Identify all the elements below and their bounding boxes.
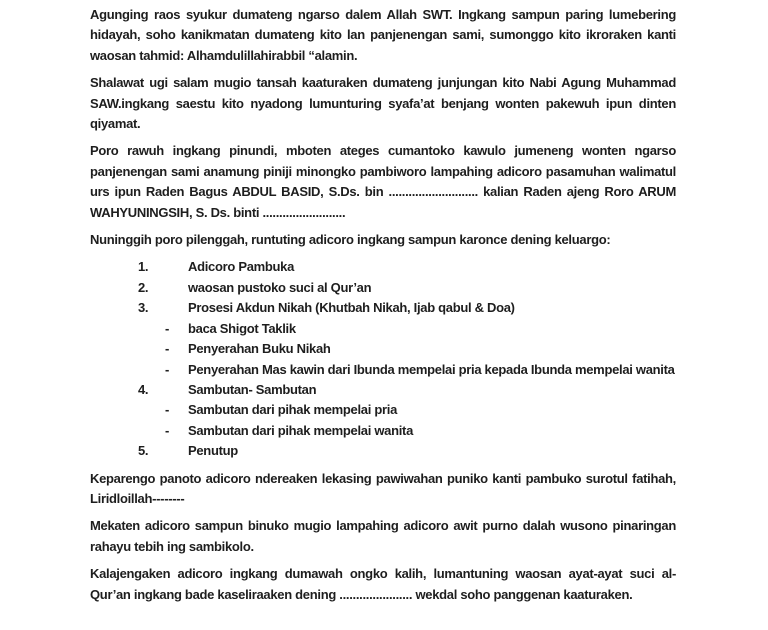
paragraph-opening-tahmid: Agunging raos syukur dumateng ngarso dalem Allah SWT. Ingkang sampun paring lumebering hidayah, soho kanikmatan dumateng kito lan panjenengan sami, sumonggo kito ikroraken kanti waosan tahmid: Alhamdulillahirabbil “alamin. — [90, 7, 676, 63]
agenda-item-number: 1. — [138, 259, 149, 275]
paragraph-shalawat: Shalawat ugi salam mugio tansah kaaturaken dumateng junjungan kito Nabi Agung Muhammad SAW.ingkang saestu kito nyadong lumunturing syafa’at benjang wonten pakewuh ipun dinten qiyamat. — [90, 75, 676, 132]
agenda-dash-marker: - — [165, 422, 170, 438]
agenda-item-number: 2. — [138, 279, 149, 295]
agenda-item-text: Prosesi Akdun Nikah (Khutbah Nikah, Ijab qabul & Doa) — [188, 300, 515, 316]
agenda-subitem-mas-kawin — [90, 360, 676, 380]
agenda-subitem-sambutan-wanita — [90, 421, 676, 441]
agenda-dash-marker: - — [165, 320, 170, 336]
agenda-item-text: Penutup — [188, 443, 238, 459]
agenda-item-number: 3. — [138, 300, 149, 316]
paragraph-agenda-intro: Nuninggih poro pilenggah, runtuting adicoro ingkang sampun karonce dening keluargo: — [90, 232, 611, 248]
agenda-item-1 — [90, 257, 676, 277]
paragraph-fatihah-opening: Keparengo panoto adicoro ndereaken lekasing pawiwahan puniko kanti pambuko surotul fatihah, Liridloillah-------- — [90, 470, 676, 506]
agenda-item-5 — [90, 441, 676, 461]
agenda-subitem-sambutan-pria — [90, 400, 676, 420]
agenda-list — [90, 257, 676, 461]
agenda-item-text: baca Shigot Taklik — [188, 320, 296, 336]
agenda-subitem-shigot-taklik — [90, 319, 676, 339]
agenda-item-4 — [90, 380, 676, 400]
agenda-item-text: Sambutan dari pihak mempelai pria — [188, 402, 397, 418]
agenda-item-text: Adicoro Pambuka — [188, 259, 295, 275]
agenda-subitem-buku-nikah — [90, 339, 676, 359]
agenda-item-number: 5. — [138, 443, 149, 459]
agenda-item-3 — [90, 298, 676, 318]
paragraph-mekaten-closing: Mekaten adicoro sampun binuko mugio lampahing adicoro awit purno dalah wusono pinaringan rahayu tebih ing sambikolo. — [90, 518, 676, 554]
agenda-dash-marker: - — [165, 361, 170, 377]
agenda-item-text: Sambutan- Sambutan — [188, 381, 317, 397]
agenda-dash-marker: - — [165, 341, 170, 357]
paragraph-couple-introduction: Poro rawuh ingkang pinundi, mboten ateges cumantoko kawulo jumeneng wonten ngarso panjenengan sami anamung piniji minongko pambiworo lampahing adicoro pasamuhan walimatul urs ipun Raden Bagus ABDUL BASID, S.Ds. bin ........................... kalian Raden ajeng Roro ARUM WAHYUNINGSIH, S. Ds. binti ......................... — [90, 143, 676, 220]
paragraph-quran-recitation: Kalajengaken adicoro ingkang dumawah ongko kalih, lumantuning waosan ayat-ayat suci al-Qur’an ingkang bade kaseliraaken dening ...................... wekdal soho panggenan kaaturaken. — [90, 566, 676, 602]
agenda-item-text: Sambutan dari pihak mempelai wanita — [188, 422, 414, 438]
agenda-item-number: 4. — [138, 381, 149, 397]
agenda-item-2 — [90, 278, 676, 298]
agenda-item-text: Penyerahan Buku Nikah — [188, 341, 331, 357]
agenda-item-text: Penyerahan Mas kawin dari Ibunda mempelai pria kepada Ibunda mempelai wanita — [188, 361, 675, 377]
agenda-item-text: waosan pustoko suci al Qur’an — [188, 279, 372, 295]
agenda-dash-marker: - — [165, 402, 170, 418]
